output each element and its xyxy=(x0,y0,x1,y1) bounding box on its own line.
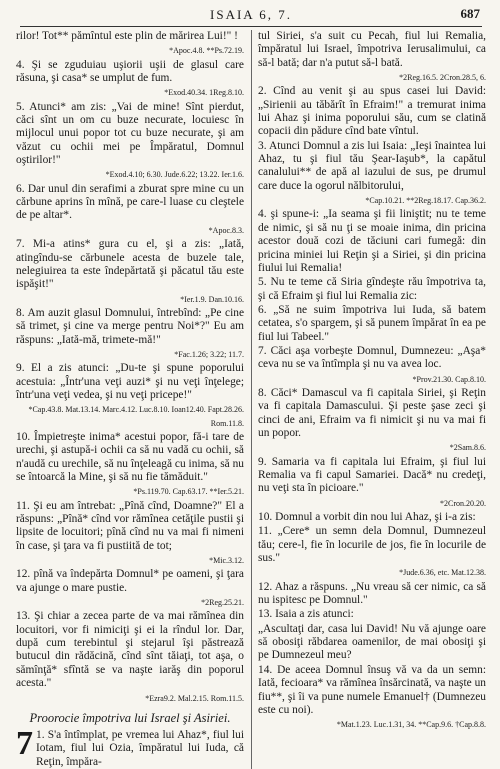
cross-reference: *Exod.4.10; 6.30. Jude.6.22; 13.22. Ier.1.6. xyxy=(105,170,244,180)
verse-paragraph: 12. Ahaz a răspuns. „Nu vreau să cer nimic, ca să nu ispitesc pe Domnul." xyxy=(258,580,486,607)
cross-reference: *Exod.40.34. 1Reg.8.10. xyxy=(164,88,244,98)
cross-reference: *2Cron.20.20. xyxy=(440,498,486,508)
verse-paragraph: 6. „Să ne suim împotriva lui Iuda, să batem cetatea, s'o spargem, şi să punem împărat în ea pe fiul lui Tabeel." xyxy=(258,303,486,343)
verse-paragraph: „Ascultaţi dar, casa lui David! Nu vă ajunge oare să obosiţi răbdarea oamenilor, de mai obosiţi şi pe Dumnezeul meu? xyxy=(258,622,486,662)
cross-reference: *Cap.10.21. **2Reg.18.17. Cap.36.2. xyxy=(365,196,486,206)
verse-paragraph: 9. Samaria va fi capitala lui Efraim, şi fiul lui Remalia va fi capul Samariei. Dacă* nu credeţi, nu veţi sta în picioare." xyxy=(258,455,486,495)
verse-paragraph: 7. Căci aşa vorbeşte Domnul, Dumnezeu: „Aşa* ceva nu se va întîmpla şi nu va avea loc. xyxy=(258,344,486,371)
verse-paragraph: rilor! Tot** pămîntul este plin de mărirea Lui!" ! xyxy=(16,30,238,42)
cross-reference: *2Reg.25.21. xyxy=(201,598,244,608)
page-number: 687 xyxy=(460,6,480,21)
verse-paragraph: 3. Atunci Domnul a zis lui Isaia: „Ieşi înaintea lui Ahaz, tu şi fiul tău Şear-Iaşub*, la capătul canalului** de apă al iazului de sus, pe drumul care duce la ogorul nălbitorului, xyxy=(258,139,486,192)
text-columns xyxy=(16,30,486,769)
verse-paragraph: 12. pînă va îndepărta Domnul* pe oameni, şi ţara va ajunge o mare pustie. xyxy=(16,568,244,594)
cross-reference: *Apoc.8.3. xyxy=(208,225,244,235)
verse-paragraph: 9. El a zis atunci: „Du-te şi spune poporului acestuia: „Într'una veţi auzi* şi nu veţi înţelege; într'una veţi vedea, şi nu veţi pricepe!" xyxy=(16,362,244,401)
verse-paragraph: 4. şi spune-i: „Ia seama şi fii liniştit; nu te teme de nimic, şi să nu ţi se moaie inima, din pricina acestor două cozi de tăciuni cari fumegă: din pricina miniei lui Reţin şi a Siriei, şi din pricina fiului lui Remalia! xyxy=(258,208,486,274)
verse-paragraph: 2. Cînd au venit şi au spus casei lui David: „Sirienii au tăbărît în Efraim!" a tremurat inima lui Ahaz şi inima poporului său, cum se clatină copacii din pădure cînd bate vîntul. xyxy=(258,85,486,138)
verse-paragraph: 8. Am auzit glasul Domnului, întrebînd: „Pe cine să trimet, şi cine va merge pentru Noi*?" Eu am răspuns: „Iată-mă, trimete-mă!" xyxy=(16,306,244,346)
verse-paragraph: 8. Căci* Damascul va fi capitala Siriei, şi Reţin va fi capitala Damascului. Şi peste şase zeci şi cinci de ani, Efraim va fi nimicit şi nu va mai fi un popor. xyxy=(258,386,486,439)
cross-reference: *Jude.6.36, etc. Mat.12.38. xyxy=(399,568,486,578)
chapter-first-verse: 1. S'a întîmplat, pe vremea lui Ahaz*, fiul lui Iotam, fiul lui Ozia, împăratul lui Iuda, că Reţin, împăra- xyxy=(36,728,244,768)
verse-paragraph: 13. Isaia a zis atunci: xyxy=(258,608,354,621)
verse-paragraph: 5. Atunci* am zis: „Vai de mine! Sînt pierdut, căci sînt un om cu buze necurate, locuiesc în mijlocul unui popor tot cu buze necurate, şi am văzut cu ochii mei pe Împăratul, Domnul oştirilor!" xyxy=(16,100,244,167)
cross-reference: *Apoc.4.8. **Ps.72.19. xyxy=(169,46,244,56)
cross-reference: *Ps.119.70. Cap.63.17. **Ier.5.21. xyxy=(133,487,244,497)
verse-paragraph: 13. Şi chiar a zecea parte de va mai rămînea din locuitori, vor fi nimiciţi şi ei la rîndul lor. Dar, după cum terebintul şi stejarul îşi păstrează butucul din rădăcină, cînd sînt tăiaţi, tot aşa, o sămînţă* sfîntă se va naşte iarăş din poporul acesta." xyxy=(16,610,244,690)
chapter-number: 7 xyxy=(16,724,33,762)
verse-paragraph: 10. Împietreşte inima* acestui popor, fă-i tare de urechi, şi astupă-i ochii ca să nu vadă cu ochii, să n'audă cu urechile, să nu înţeleagă cu inima, să nu se întoarcă la Mine, şi să nu fie tămăduit." xyxy=(16,430,244,483)
cross-reference: *2Reg.16.5. 2Cron.28.5, 6. xyxy=(399,73,486,83)
cross-reference: *Ezra9.2. Mal.2.15. Rom.11.5. xyxy=(145,693,244,703)
left-column xyxy=(16,30,244,769)
cross-reference: *Fac.1.26; 3.22; 11.7. xyxy=(174,349,244,359)
page-header xyxy=(20,0,482,27)
cross-reference: *Ier.1.9. Dan.10.16. xyxy=(180,294,244,304)
verse-paragraph: 14. De aceea Domnul însuş vă va da un semn: Iată, fecioara* va rămînea însărcinată, va naşte un fiu**, şi îi va pune numele Emanuel† (Dumnezeu este cu noi). xyxy=(258,663,486,716)
verse-paragraph: 5. Nu te teme că Siria gîndeşte rău împotriva ta, şi că Efraim şi fiul lui Remalia zic: xyxy=(258,276,486,302)
column-divider xyxy=(251,30,252,769)
left-verse-list xyxy=(16,30,244,705)
cross-reference: *Mat.1.23. Luc.1.31, 34. **Cap.9.6. †Cap.8.8. xyxy=(336,720,486,730)
verse-paragraph: 10. Domnul a vorbit din nou lui Ahaz, şi i-a zis: xyxy=(258,511,476,524)
verse-paragraph: tul Siriei, s'a suit cu Pecah, fiul lui Remalia, împăratul lui Israel, împotriva Ierusalimului, ca să-l bată; dar n'a putut să-l bată. xyxy=(258,30,486,69)
verse-paragraph: 7. Mi-a atins* gura cu el, şi a zis: „Iată, atingîndu-se cărbunele acesta de buzele tale, nelegiuirea ta este îndepărtată şi păcatul tău este ispăşit!" xyxy=(16,238,244,291)
cross-reference: *2Sam.8.6. xyxy=(449,443,486,453)
running-head: ISAIA 6, 7. xyxy=(210,7,292,22)
section-title: Proorocie împotriva lui Israel şi Asiriei. xyxy=(29,710,231,725)
verse-paragraph: 11. „Cere* un semn dela Domnul, Dumnezeul tău; cere-l, fie în locurile de jos, fie în locurile de sus." xyxy=(258,525,486,565)
right-column xyxy=(258,30,486,769)
cross-reference: *Cap.43.8. Mat.13.14. Marc.4.12. Luc.8.10. Ioan12.40. Fapt.28.26. Rom.11.8. xyxy=(28,405,244,428)
verse-paragraph: 4. Şi se zguduiau uşiorii uşii de glasul care răsuna, şi casa* se umplut de fum. xyxy=(16,58,244,85)
verse-paragraph: 6. Dar unul din serafimi a zburat spre mine cu un cărbune aprins în mînă, pe care-l luase cu cleştele de pe altar*. xyxy=(16,182,244,222)
right-verse-list xyxy=(258,30,486,732)
cross-reference: *Mic.3.12. xyxy=(209,556,244,566)
verse-paragraph: 11. Şi eu am întrebat: „Pînă cînd, Doamne?" El a răspuns: „Pînă* cînd vor rămînea cetăţile pustii şi lipsite de locuitori; pînă cînd nu va mai fi nimeni în case, şi ţara va fi pustiită de tot; xyxy=(16,499,244,552)
chapter-start xyxy=(16,724,244,769)
cross-reference: *Prov.21.30. Cap.8.10. xyxy=(412,374,486,384)
